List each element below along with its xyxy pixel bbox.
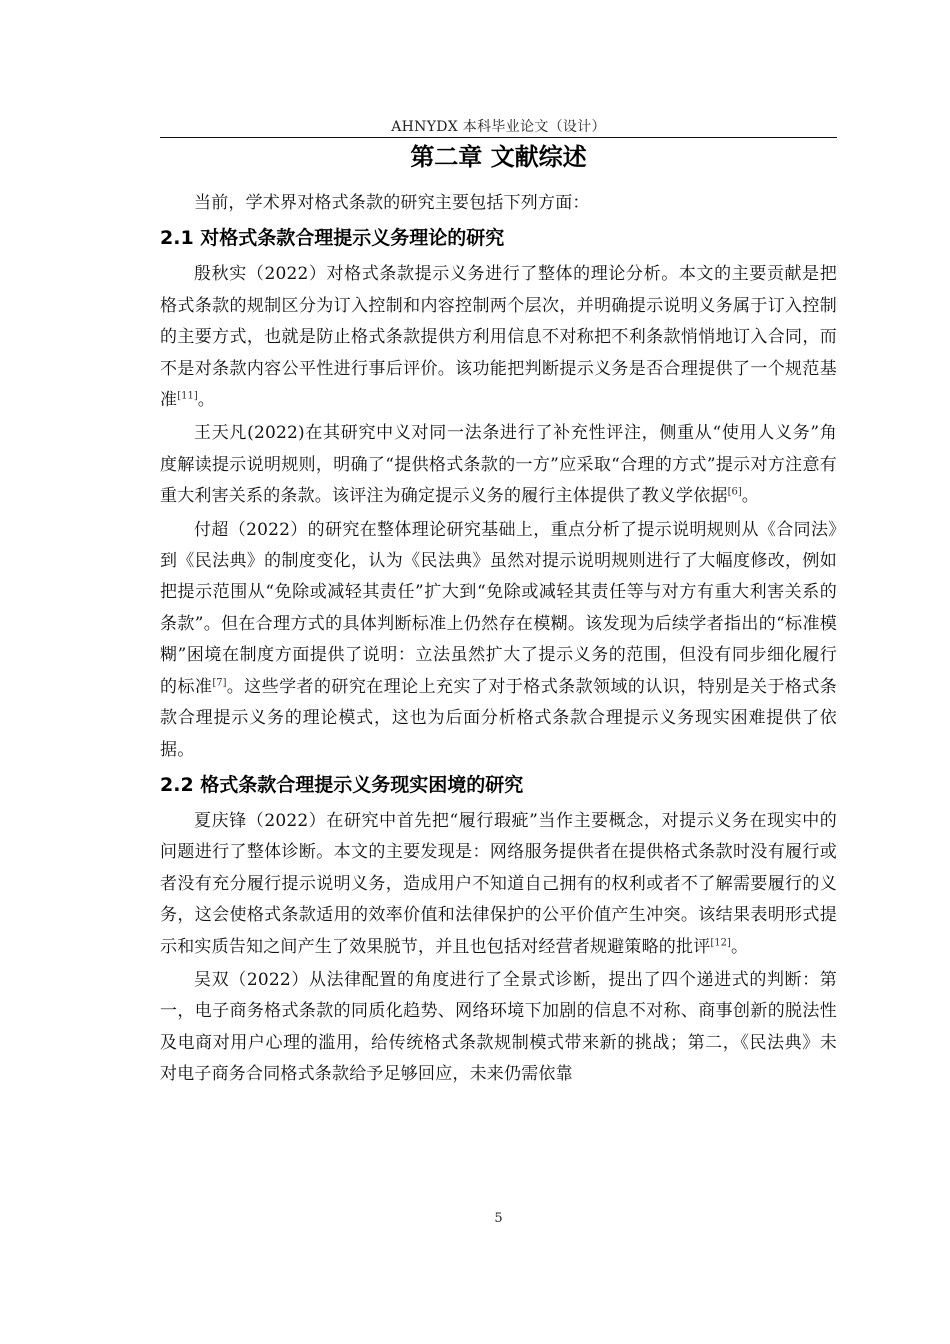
citation-reference: [11] (177, 390, 198, 402)
intro-paragraph: 当前，学术界对格式条款的研究主要包括下列方面： (194, 193, 590, 213)
paragraph-text: 殷秋实（2022）对格式条款提示义务进行了整体的理论分析。本文的主要贡献是把格式条款的规制区分为订入控制和内容控制两个层次，并明确提示说明义务属于订入控制的主要方式，也就是防止格式条款提供方利用信息不对称把不利条款悄悄地订入合同，而不是对条款内容公平性进行事后评价。该功能把判断提示义务是否合理提供了一个规范基准 (160, 264, 837, 411)
paragraph-text: 王天凡(2022)在其研究中义对同一法条进行了补充性评注，侧重从“使用人义务”角度解读提示说明规则，明确了“提供格式条款的一方”应采取“合理的方式”提示对方注意有重大利害关系的条款。该评注为确定提示义务的履行主体提供了教义学依据 (160, 423, 837, 507)
page-number: 5 (494, 1211, 503, 1226)
section-heading: 2.2 格式条款合理提示义务现实困境的研究 (160, 773, 524, 796)
paragraph-tail: 。 (730, 936, 749, 957)
paragraph-text: 吴双（2022）从法律配置的角度进行了全景式诊断，提出了四个递进式的判断：第一，电子商务格式条款的同质化趋势、网络环境下加剧的信息不对称、商事创新的脱法性及电商对用户心理的滥用，给传统格式条款规制模式带来新的挑战；第二，《民法典》未对电子商务合同格式条款给予足够回应，未来仍需依靠 (160, 969, 837, 1085)
body-paragraph (160, 806, 837, 963)
body-paragraph (160, 418, 837, 512)
paragraph-tail: 。 (197, 390, 215, 411)
paragraph-tail: 。 (741, 486, 759, 507)
header-rule (160, 137, 837, 138)
citation-reference: [12] (710, 936, 731, 948)
paragraph-text: 付超（2022）的研究在整体理论研究基础上，重点分析了提示说明规则从《合同法》到《民法典》的制度变化，认为《民法典》虽然对提示说明规则进行了大幅度修改，例如把提示范围从“免除或减轻其责任”扩大到“免除或减轻其责任等与对方有重大利害关系的条款”。但在合理方式的具体判断标准上仍然存在模糊。该发现为后续学者指出的“标准模糊”困境在制度方面提供了说明：立法虽然扩大了提示义务的范围，但没有同步细化履行的标准 (160, 519, 837, 697)
section-heading: 2.1 对格式条款合理提示义务理论的研究 (160, 227, 505, 250)
citation-reference: [7] (212, 677, 227, 689)
document-body (160, 188, 837, 1093)
chapter-title: 第二章 文献综述 (410, 143, 587, 171)
body-paragraph (160, 259, 837, 416)
running-header: AHNYDX 本科毕业论文（设计） (391, 119, 606, 135)
body-paragraph (160, 965, 837, 1091)
paragraph-text: 夏庆锋（2022）在研究中首先把“履行瑕疵”当作主要概念，对提示义务在现实中的问题进行了整体诊断。本文的主要发现是：网络服务提供者在提供格式条款时没有履行或者没有充分履行提示说明义务，造成用户不知道自己拥有的权利或者不了解需要履行的义务，这会使格式条款适用的效率价值和法律保护的公平价值产生冲突。该结果表明形式提示和实质告知之间产生了效果脱节，并且也包括对经营者规避策略的批评 (160, 810, 837, 957)
citation-reference: [6] (727, 486, 742, 498)
body-paragraph (160, 515, 837, 766)
paragraph-tail: 。这些学者的研究在理论上充实了对于格式条款领域的认识，特别是关于格式条款合理提示义务的理论模式，这也为后面分析格式条款合理提示义务现实困难提供了依据。 (160, 676, 837, 760)
